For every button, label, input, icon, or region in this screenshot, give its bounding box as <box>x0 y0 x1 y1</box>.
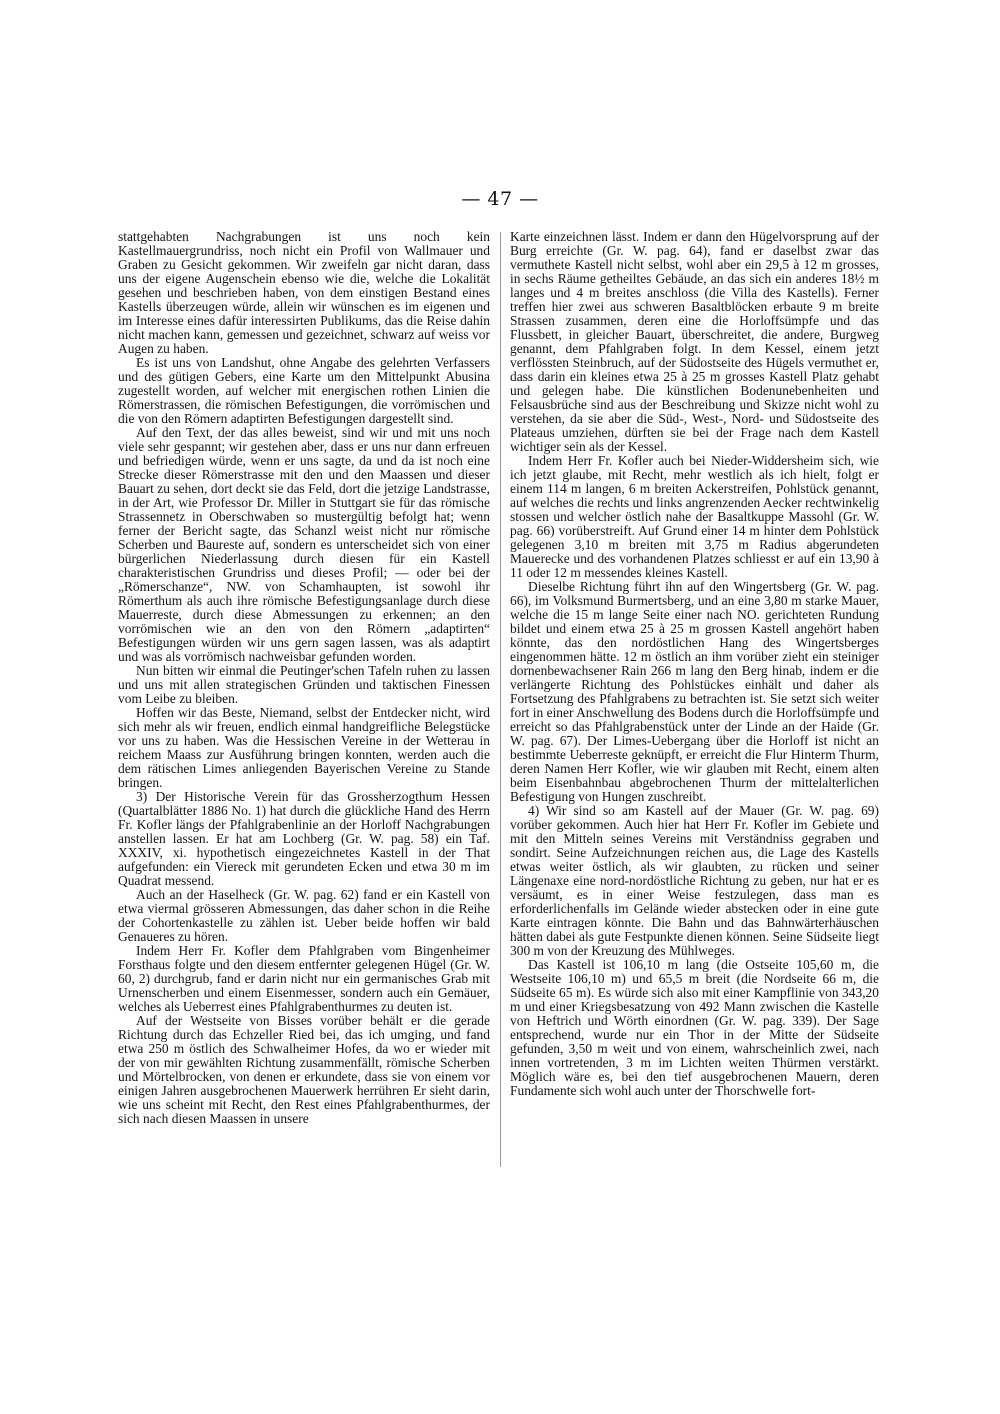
paragraph: Hoffen wir das Beste, Niemand, selbst der Entdecker nicht, wird sich mehr als wir freuen, endlich einmal handgreifliche Belegstücke vor uns zu haben. Was die Hessischen Vereine in der Wetterau in reichem Maass zur Ausführung bringen konnten, werden auch die dem rätischen Limes anliegenden Bayerischen Vereine zu Stande bringen. <box>118 705 490 790</box>
paragraph: Nun bitten wir einmal die Peutinger'schen Tafeln ruhen zu lassen und uns mit allen strategischen Gründen und taktischen Finessen vom Leibe zu bleiben. <box>118 663 490 706</box>
paragraph: Karte einzeichnen lässt. Indem er dann den Hügelvorsprung auf der Burg erreichte (Gr. W. pag. 64), fand er daselbst zwar das vermuthete Kastell nicht selbst, wohl aber ein 29,5 à 12 m grosses, in sechs Räume getheiltes Gebäude, an das sich ein anderes 18½ m langes und 4 m breites anschloss (die Villa des Kastells). Ferner treffen hier zwei aus schweren Basaltblöcken erbaute 9 m breite Strassen zusammen, deren eine die Horloffsümpfe und das Flussbett, in gleicher Bauart, überschreitet, die andere, Burgweg genannt, dem Pfahlgraben folgt. In dem Kessel, einem jetzt verflössten Steinbruch, auf der Südostseite des Hügels vermuthet er, dass darin ein kleines etwa 25 à 25 m grosses Kastell Platz gehabt und gelegen habe. Die künstlichen Bodenunebenheiten und Felsausbrüche sind aus der Beschreibung und Skizze nicht wohl zu verstehen, da sie aber die Süd-, West-, Nord- und Südostseite des Plateaus umziehen, dürften sie bei der Frage nach dem Kastell wichtiger sein als der Kessel. <box>510 229 879 454</box>
paragraph: Indem Herr Fr. Kofler auch bei Nieder-Widdersheim sich, wie ich jetzt glaube, mit Recht, mehr westlich als ich hielt, folgt er einem 114 m langen, 6 m breiten Ackerstreifen, Pohlstück genannt, auf welches die rechts und links angrenzenden Aecker rechtwinkelig stossen und welcher östlich nahe der Basaltkuppe Massohl (Gr. W. pag. 66) vorüberstreift. Auf Grund einer 14 m hinter dem Pohlstück gelegenen 3,10 m breiten mit 3,75 m Radius abgerundeten Mauerecke und des vorhandenen Platzes schliesst er auf ein 13,90 à 11 oder 12 m messendes kleines Kastell. <box>510 453 879 580</box>
paragraph: stattgehabten Nachgrabungen ist uns noch kein Kastellmauergrundriss, noch nicht ein Profil von Wallmauer und Graben zu Gesicht gekommen. Wir zweifeln gar nicht daran, dass uns der eigene Augenschein ebenso wie die, welche die Lokalität gesehen und beschrieben haben, von dem einstigen Bestand eines Kastells überzeugen würde, allein wir wünschen es im eigenen und im Interesse eines dafür interessirten Publikums, das die Reise dahin nicht machen kann, gemessen und gezeichnet, schwarz auf weiss vor Augen zu haben. <box>118 229 490 356</box>
paragraph: Dieselbe Richtung führt ihn auf den Wingertsberg (Gr. W. pag. 66), im Volksmund Burmertsberg, und an eine 3,80 m starke Mauer, welche die 15 m lange Seite einer nach NO. gerichteten Rundung bildet und einem etwa 25 à 25 m grossen Kastell angehört haben könnte, das den nordöstlichen Hang des Wingertsberges eingenommen hätte. 12 m östlich an ihm vorüber zieht ein steiniger dornenbewachsener Rain 266 m lang den Berg hinab, indem er die verlängerte Richtung des Pohlstückes einhält und daher als Fortsetzung des Pfahlgrabens zu betrachten ist. Sie setzt sich weiter fort in einer Anschwellung des Bodens durch die Horloffsümpfe und erreicht so das Pfahlgrabenstück unter der Linde an der Haide (Gr. W. pag. 67). Der Limes-Uebergang über die Horloff ist nicht an bestimmte Ueberreste geknüpft, er erreicht die Flur Hinterm Thurm, deren Namen Herr Kofler, wie wir glauben mit Recht, einem alten beim Eisenbahnbau abgebrochenen Thurm der mittelalterlichen Befestigung von Hungen zuschreibt. <box>510 579 879 804</box>
paragraph: Auf der Westseite von Bisses vorüber behält er die gerade Richtung durch das Echzeller Ried bei, das ich umging, und fand etwa 250 m östlich des Schwalheimer Hofes, da wo er wieder mit der von mir gewählten Richtung zusammenfällt, römische Scherben und Mörtelbrocken, von denen er erkundete, dass sie von einem vor einigen Jahren ausgebrochenen Mauerwerk herrühren Er sieht darin, wie uns scheint mit Recht, den Rest eines Pfahlgrabenthurmes, der sich nach diesen Maassen in unsere <box>118 1013 490 1126</box>
left-column <box>118 230 490 1126</box>
paragraph: 4) Wir sind so am Kastell auf der Mauer (Gr. W. pag. 69) vorüber gekommen. Auch hier hat Herr Fr. Kofler im Gebiete und mit den Mitteln seines Vereins mit Verständniss gegraben und sondirt. Seine Aufzeichnungen reichen aus, die Lage des Kastells etwas weiter östlich, als wir glaubten, zu rücken und seiner Längenaxe eine nord-nordöstliche Richtung zu geben, nur hat er es versäumt, es in einer Weise festzulegen, dass man es erforderlichenfalls im Gelände wieder abstecken oder in eine gute Karte eintragen könnte. Die Bahn und das Bahnwärterhäuschen hätten dabei als gute Festpunkte dienen können. Seine Südseite liegt 300 m von der Kreuzung des Mühlweges. <box>510 803 879 958</box>
page-number: — 47 — <box>461 188 539 210</box>
paragraph: Das Kastell ist 106,10 m lang (die Ostseite 105,60 m, die Westseite 106,10 m) und 65,5 m breit (die Nordseite 66 m, die Südseite 65 m). Es würde sich also mit einer Kampflinie von 343,20 m und einer Kriegsbesatzung von 492 Mann zwischen die Kastelle von Heftrich und Wörth einordnen (Gr. W. pag. 339). Der Sage entsprechend, wurde nur ein Thor in der Mitte der Südseite gefunden, 3,50 m weit und von einem, wahrscheinlich zwei, nach innen vortretenden, 3 m im Lichten weiten Thürmen verstärkt. Möglich wäre es, bei den tief ausgebrochenen Mauern, deren Fundamente sich wohl auch unter der Thorschwelle fort- <box>510 957 879 1098</box>
paragraph: Indem Herr Fr. Kofler dem Pfahlgraben vom Bingenheimer Forsthaus folgte und den diesem entfernter gelegenen Hügel (Gr. W. 60, 2) durchgrub, fand er darin nicht nur ein germanisches Grab mit Urnenscherben und einem Eisenmesser, sondern auch ein Gemäuer, welches als Ueberrest eines Pfahlgrabenthurmes zu deuten ist. <box>118 943 490 1014</box>
paragraph: Es ist uns von Landshut, ohne Angabe des gelehrten Verfassers und des gütigen Gebers, eine Karte um den Mittelpunkt Abusina zugestellt worden, auf welcher mit energischen rothen Linien die Römerstrassen, die römischen Befestigungen, die vorrömischen und die von den Römern adaptirten Befestigungen dargestellt sind. <box>118 355 490 426</box>
paragraph: Auf den Text, der das alles beweist, sind wir und mit uns noch viele sehr gespannt; wir gestehen aber, dass er uns nur dann erfreuen und befriedigen würde, wenn er uns sagte, da und da ist noch eine Strecke dieser Römerstrasse mit den und den Maassen und dieser Bauart zu sehen, dort deckt sie das Feld, dort die jetzige Landstrasse, in der Art, wie Professor Dr. Miller in Stuttgart sie für das römische Strassennetz in Oberschwaben so mustergültig befolgt hat; wenn ferner der Bericht sagte, das Schanzl weist nicht nur römische Scherben und Baureste auf, sondern es unterscheidet sich von einer bürgerlichen Niederlassung durch diesen für ein Kastell charakteristischen Grundriss und dieses Profil; — oder bei der „Römerschanze“, NW. von Schamhaupten, ist sowohl ihr Römerthum als auch ihre römische Befestigungsanlage durch diese Mauerreste, durch diese Abmessungen zu erkennen; an den vorrömischen wie an den von den Römern „adaptirten“ Befestigungen würden wir uns gern sagen lassen, was als adaptirt und was als vorrömisch nachweisbar gefunden worden. <box>118 425 490 664</box>
paragraph: Auch an der Haselheck (Gr. W. pag. 62) fand er ein Kastell von etwa viermal grösseren Abmessungen, das daher schon in die Reihe der Cohortenkastelle zu zählen ist. Ueber beide hoffen wir bald Genaueres zu hören. <box>118 887 490 944</box>
column-divider <box>500 232 501 1167</box>
paragraph: 3) Der Historische Verein für das Grossherzogthum Hessen (Quartalblätter 1886 No. 1) hat durch die glückliche Hand des Herrn Fr. Kofler längs der Pfahlgrabenlinie an der Horloff Nachgrabungen anstellen lassen. Er hat am Lochberg (Gr. W. pag. 58) ein Taf. XXXIV, xi. hypothetisch eingezeichnetes Kastell in der That aufgefunden: ein Viereck mit gerundeten Ecken und etwa 30 m im Quadrat messend. <box>118 789 490 888</box>
right-column <box>510 230 879 1098</box>
